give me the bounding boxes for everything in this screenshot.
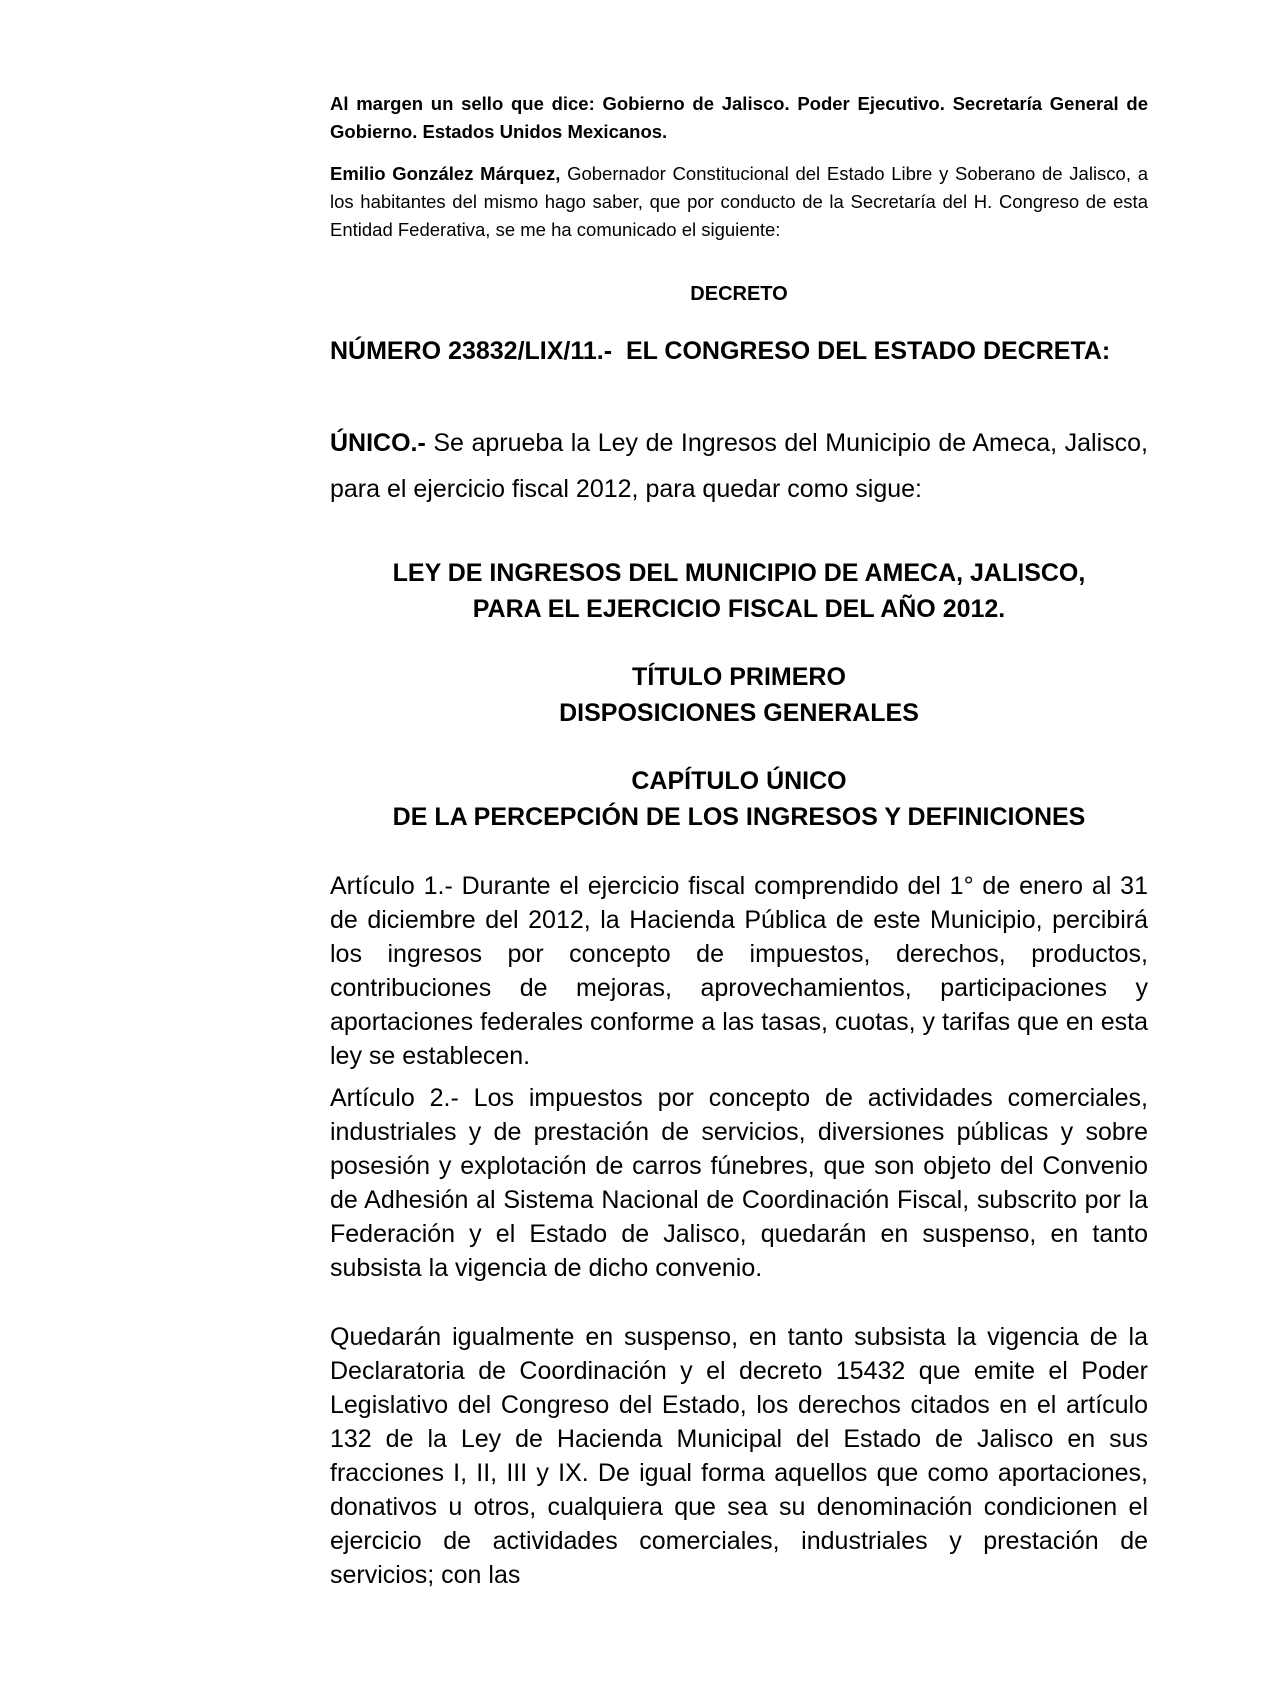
governor-name: Emilio González Márquez, [330, 163, 561, 184]
article-1: Artículo 1.- Durante el ejercicio fiscal comprendido del 1° de enero al 31 de diciembre del 2012, la Hacienda Pública de este Municipio, percibirá los ingresos por concepto de impuestos, derechos, productos, contribuciones de mejoras, aprovechamientos, participaciones y aportaciones federales conforme a las tasas, cuotas, y tarifas que en esta ley se establecen. [330, 872, 1148, 1070]
governor-paragraph [330, 160, 1148, 244]
article-2-paragraph-2: Quedarán igualmente en suspenso, en tanto subsista la vigencia de la Declaratoria de Coordinación y el decreto 15432 que emite el Poder Legislativo del Congreso del Estado, los derechos citados en el artículo 132 de la Ley de Hacienda Municipal del Estado de Jalisco en sus fracciones I, II, III y IX. De igual forma aquellos que como aportaciones, donativos u otros, cualquiera que sea su denominación condicionen el ejercicio de actividades comerciales, industriales y prestación de servicios; con las [330, 1323, 1148, 1589]
seal-note: Al margen un sello que dice: Gobierno de Jalisco. Poder Ejecutivo. Secretaría General de Gobierno. Estados Unidos Mexicanos. [330, 93, 1148, 142]
decree-number-line: NÚMERO 23832/LIX/11.- EL CONGRESO DEL ESTADO DECRETA: [330, 337, 1111, 365]
decree-title: DECRETO [690, 283, 788, 305]
law-title-line-1: LEY DE INGRESOS DEL MUNICIPIO DE AMECA, JALISCO, [392, 559, 1086, 587]
governor-text: Gobernador Constitucional del Estado Libre y Soberano de Jalisco, a los habitantes del mismo hago saber, que por conducto de la Secretaría del H. Congreso de esta Entidad Federativa, se me ha comunicado el siguiente: [330, 163, 1148, 240]
unico-paragraph [330, 420, 1148, 512]
law-title-line-2: PARA EL EJERCICIO FISCAL DEL AÑO 2012. [472, 595, 1006, 623]
titulo-line-1: TÍTULO PRIMERO [632, 663, 846, 691]
unico-text: Se aprueba la Ley de Ingresos del Municipio de Ameca, Jalisco, para el ejercicio fiscal 2012, para quedar como sigue: [330, 429, 1148, 503]
titulo-line-2: DISPOSICIONES GENERALES [559, 699, 919, 727]
capitulo-line-2: DE LA PERCEPCIÓN DE LOS INGRESOS Y DEFINICIONES [392, 803, 1086, 831]
capitulo-heading [330, 763, 1148, 835]
unico-label: ÚNICO.- [330, 429, 426, 457]
capitulo-line-1: CAPÍTULO ÚNICO [631, 767, 847, 795]
titulo-heading [330, 659, 1148, 731]
article-2: Artículo 2.- Los impuestos por concepto de actividades comerciales, industriales y de prestación de servicios, diversiones públicas y sobre posesión y explotación de carros fúnebres, que son objeto del Convenio de Adhesión al Sistema Nacional de Coordinación Fiscal, subscrito por la Federación y el Estado de Jalisco, quedarán en suspenso, en tanto subsista la vigencia de dicho convenio. [330, 1084, 1148, 1282]
law-title [330, 555, 1148, 627]
